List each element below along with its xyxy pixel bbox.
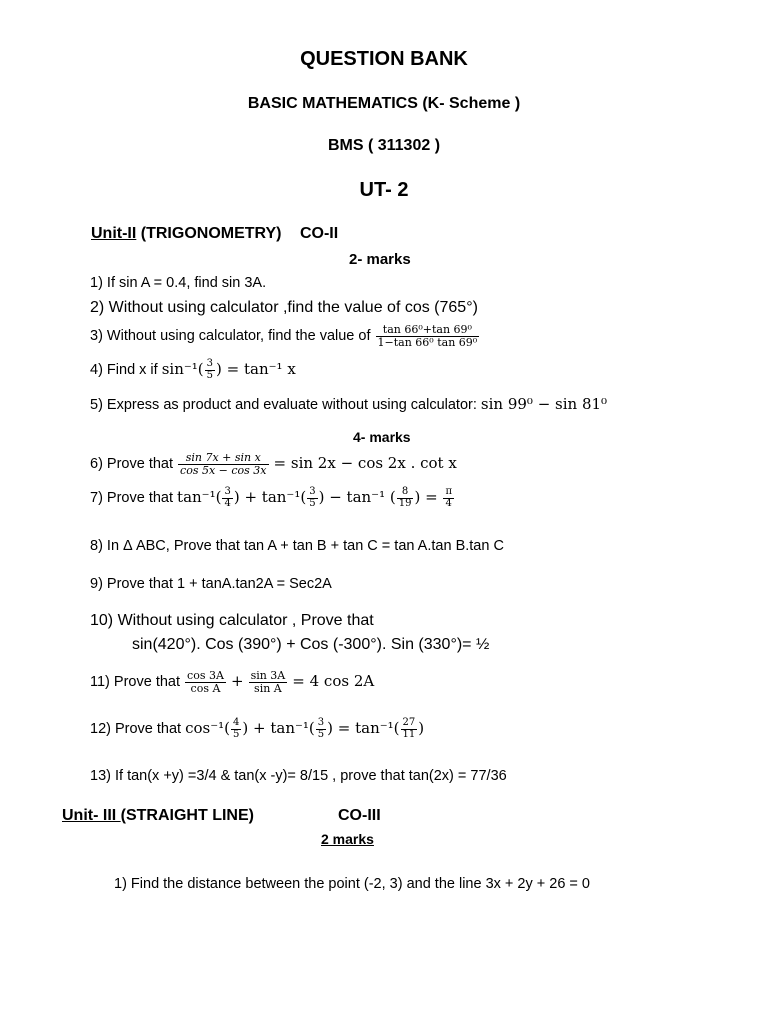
q4-fraction [205,359,215,381]
q7-frac-c-den: 19 [398,497,412,509]
q11-rest: = 4 cos 2A [292,671,375,690]
unit2-co: CO-II [299,225,339,242]
question-4m-12 [90,718,424,740]
q7-frac-b-den: 5 [309,497,316,509]
q4-fn: sin⁻¹( [161,360,204,378]
question-4m-10-line2: sin(420°). Cos (390°) + Cos (-300°). Sin (330°)= ½ [132,636,490,653]
q3-fraction [376,324,480,348]
q12-frac-a [231,718,241,740]
q11-frac-b-den: sin A [249,682,288,695]
unit2-prefix: Unit-II [91,225,137,242]
q7-frac-a-num: 3 [224,486,231,497]
question-4m-10-line1: 10) Without using calculator , Prove that [90,612,374,629]
unit3-name: (STRAIGHT LINE) [120,807,254,824]
q12-frac-c-den: 11 [402,728,416,740]
q7-part-a: tan⁻¹( [177,488,222,506]
q7-text: 7) Prove that [90,490,174,506]
question-4m-9: 9) Prove that 1 + tanA.tan2A = Sec2A [90,576,332,592]
q7-frac-r-den: 4 [443,498,454,510]
subject-title: BASIC MATHEMATICS (K- Scheme ) [247,95,521,112]
question-2m-2: 2) Without using calculator ,find the value of cos (765°) [90,299,478,316]
page-title: QUESTION BANK [300,48,468,70]
question-4m-13: 13) If tan(x +y) =3/4 & tan(x -y)= 8/15 , prove that tan(2x) = 77/36 [90,768,507,784]
q7-part-b: ) + tan⁻¹( [233,488,307,506]
subject-code: BMS ( 311302 ) [327,137,441,154]
q4-math [161,358,296,381]
test-title: UT- 2 [359,179,409,201]
q7-part-d: ) = [414,488,438,506]
q7-math [177,486,455,509]
q3-denominator: 1−tan 66⁰ tan 69⁰ [377,335,478,349]
question-4m-7 [90,487,455,509]
unit3-prefix: Unit- III [62,807,121,824]
q7-frac-a-den: 4 [224,497,231,509]
q12-frac-c [401,718,418,740]
q12-frac-b [316,718,326,740]
q4-den: 5 [206,369,214,381]
q4-text: 4) Find x if [90,362,158,378]
q7-frac-b [307,487,317,509]
q12-text: 12) Prove that [90,721,182,737]
q6-denominator: cos 5x − cos 3x [180,463,267,477]
question-4m-6 [90,452,457,476]
q12-frac-a-den: 5 [233,728,240,740]
q11-frac-a [185,670,226,694]
q7-frac-c-num: 8 [401,486,409,497]
q12-frac-c-num: 27 [402,717,416,728]
q11-frac-b-num: sin 3A [250,669,286,682]
q4-num: 3 [206,358,214,369]
question-2m-3 [90,324,480,348]
unit3-heading [62,807,254,825]
q6-fraction [178,452,268,476]
unit2-2marks-heading: 2- marks [349,251,411,268]
unit3-question-1: 1) Find the distance between the point (-2, 3) and the line 3x + 2y + 26 = 0 [114,876,590,892]
question-4m-8: 8) In Δ ABC, Prove that tan A + tan B + tan C = tan A.tan B.tan C [90,538,504,554]
q11-text: 11) Prove that [90,673,181,690]
q12-part-c: ) = tan⁻¹( [327,719,400,737]
q7-frac-b-num: 3 [309,486,316,497]
q7-part-c: ) − tan⁻¹ ( [318,488,396,506]
q5-text: 5) Express as product and evaluate without using calculator: [90,397,477,413]
question-2m-1: 1) If sin A = 0.4, find sin 3A. [90,275,267,291]
q7-frac-a [222,487,232,509]
q12-frac-b-num: 3 [317,717,325,728]
q4-rest: ) = tan⁻¹ x [216,360,296,378]
q3-numerator: tan 66⁰+tan 69⁰ [382,323,472,336]
question-2m-4 [90,359,296,381]
q6-text: 6) Prove that [90,455,174,472]
q7-frac-r [443,487,454,509]
q11-frac-b [249,670,288,694]
q6-numerator: sin 7x + sin x [185,451,261,464]
q7-frac-c [397,487,414,509]
q12-part-d: ) [418,719,425,737]
question-2m-5 [90,395,607,413]
q12-part-a: cos⁻¹( [185,719,231,737]
unit2-name: (TRIGONOMETRY) [136,225,282,242]
q7-frac-r-num: π [445,486,453,497]
unit3-2marks-heading: 2 marks [321,831,374,847]
q11-frac-a-num: cos 3A [187,669,224,682]
q11-plus: + [230,671,244,690]
q12-frac-a-num: 4 [233,717,240,728]
q12-part-b: ) + tan⁻¹( [242,719,315,737]
unit2-heading [91,225,338,243]
unit3-co: CO-III [338,807,381,824]
q6-rest: = sin 2x − cos 2x . cot x [273,453,457,472]
unit2-4marks-heading: 4- marks [353,429,411,445]
q5-math: sin 99⁰ − sin 81⁰ [480,395,608,413]
q12-frac-b-den: 5 [317,728,325,740]
q11-frac-a-den: cos A [185,682,226,695]
q3-text: 3) Without using calculator, find the value of [90,327,371,344]
question-4m-11 [90,670,374,694]
q12-math [185,717,425,740]
